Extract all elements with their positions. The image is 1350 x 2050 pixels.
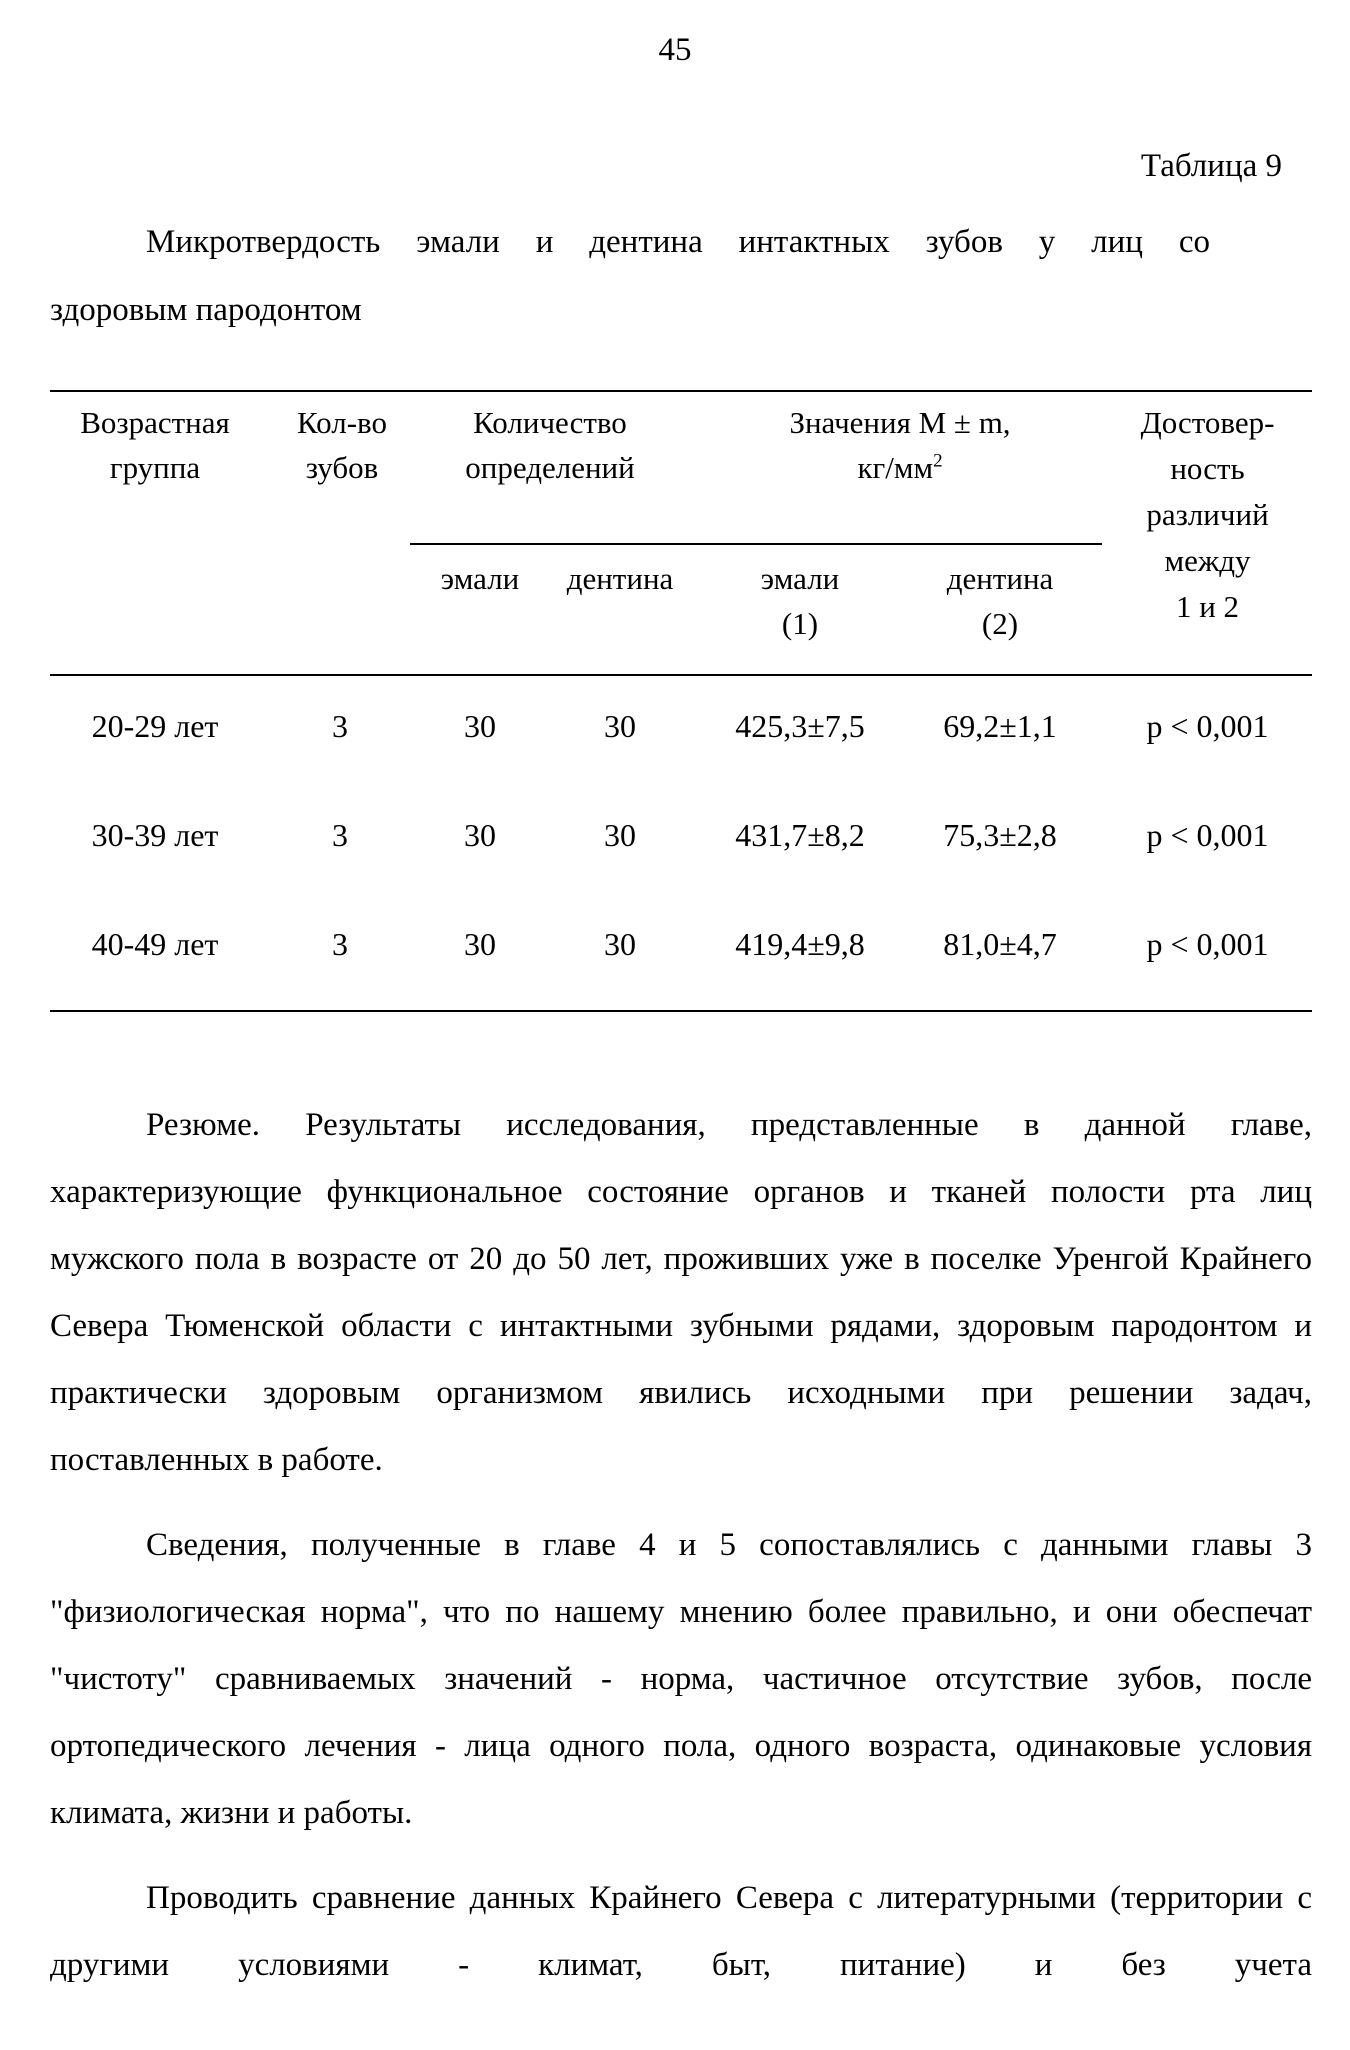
- cell-age: 40-49 лет: [91, 926, 219, 962]
- cell-age: 20-29 лет: [91, 708, 219, 744]
- cell-enamel-value: 425,3±7,5: [735, 708, 865, 744]
- page-number: 45: [658, 32, 692, 68]
- cell-enamel-value: 431,7±8,2: [735, 817, 865, 853]
- cell-dentin-n: 30: [604, 926, 636, 962]
- subheader-measure-dentin: дентина: [566, 561, 674, 596]
- header-age-group: Возрастная группа: [80, 405, 230, 485]
- header-values: Значения M ± m, $кг/мм^2$: [789, 405, 1011, 485]
- cell-enamel-value: 419,4±9,8: [735, 926, 865, 962]
- cell-dentin-n: 30: [604, 708, 636, 744]
- paragraph-summary: Резюме. Результаты исследования, представленные в данной главе, характеризующие функциональное состояние органов и тканей полости рта лиц мужского пола в возрасте от 20 до 50 лет, проживших уже в поселке Уренгой Крайнего Севера Тюменской области с интактными зубными рядами, здоровым пародонтом и практически здоровым организмом явились исходными при решении задач, поставленных в работе.: [50, 1107, 1312, 1478]
- table-bottom-rule: [50, 1010, 1312, 1012]
- table-caption: [50, 208, 1210, 344]
- header-teeth-count: Кол-во зубов: [297, 405, 387, 485]
- cell-enamel-n: 30: [464, 817, 496, 853]
- caption-line-2: здоровым пародонтом: [50, 292, 362, 328]
- cell-significance: p < 0,001: [1146, 926, 1269, 962]
- cell-significance: p < 0,001: [1146, 817, 1269, 853]
- header-significance: Достовер- ность различий между 1 и 2: [1140, 405, 1275, 624]
- header-measurements: Количество определений: [465, 405, 635, 485]
- caption-line-1: Микротвердость эмали и дентина интактных зубов у лиц со: [146, 224, 1210, 260]
- paragraph-north-comparison: Проводить сравнение данных Крайнего Севера с литературными (территории с другими условиями - климат, быт, питание) и без учета: [50, 1880, 1312, 1983]
- subheader-measure-enamel: эмали: [440, 561, 520, 596]
- cell-teeth: 3: [332, 817, 348, 853]
- cell-age: 30-39 лет: [91, 817, 219, 853]
- cell-dentin-value: 69,2±1,1: [943, 708, 1057, 744]
- table-header-rule: [50, 674, 1312, 676]
- table-top-rule: [50, 390, 1312, 392]
- cell-enamel-n: 30: [464, 708, 496, 744]
- cell-enamel-n: 30: [464, 926, 496, 962]
- body-text: [50, 1092, 1312, 2017]
- cell-significance: p < 0,001: [1146, 708, 1269, 744]
- cell-dentin-n: 30: [604, 817, 636, 853]
- paragraph-comparison: Сведения, полученные в главе 4 и 5 сопоставлялись с данными главы 3 "физиологическая норма", что по нашему мнению более правильно, и они обеспечат "чистоту" сравниваемых значений - норма, частичное отсутствие зубов, после ортопедического лечения - лица одного пола, одного возраста, одинаковые условия климата, жизни и работы.: [50, 1527, 1312, 1831]
- cell-teeth: 3: [332, 926, 348, 962]
- table-subheader-rule: [410, 543, 1102, 545]
- table-label: Таблица 9: [1140, 148, 1282, 184]
- cell-teeth: 3: [332, 708, 348, 744]
- cell-dentin-value: 81,0±4,7: [943, 926, 1057, 962]
- subheader-value-dentin: дентина (2): [946, 561, 1054, 641]
- subheader-value-enamel: эмали (1): [760, 561, 840, 641]
- cell-dentin-value: 75,3±2,8: [943, 817, 1057, 853]
